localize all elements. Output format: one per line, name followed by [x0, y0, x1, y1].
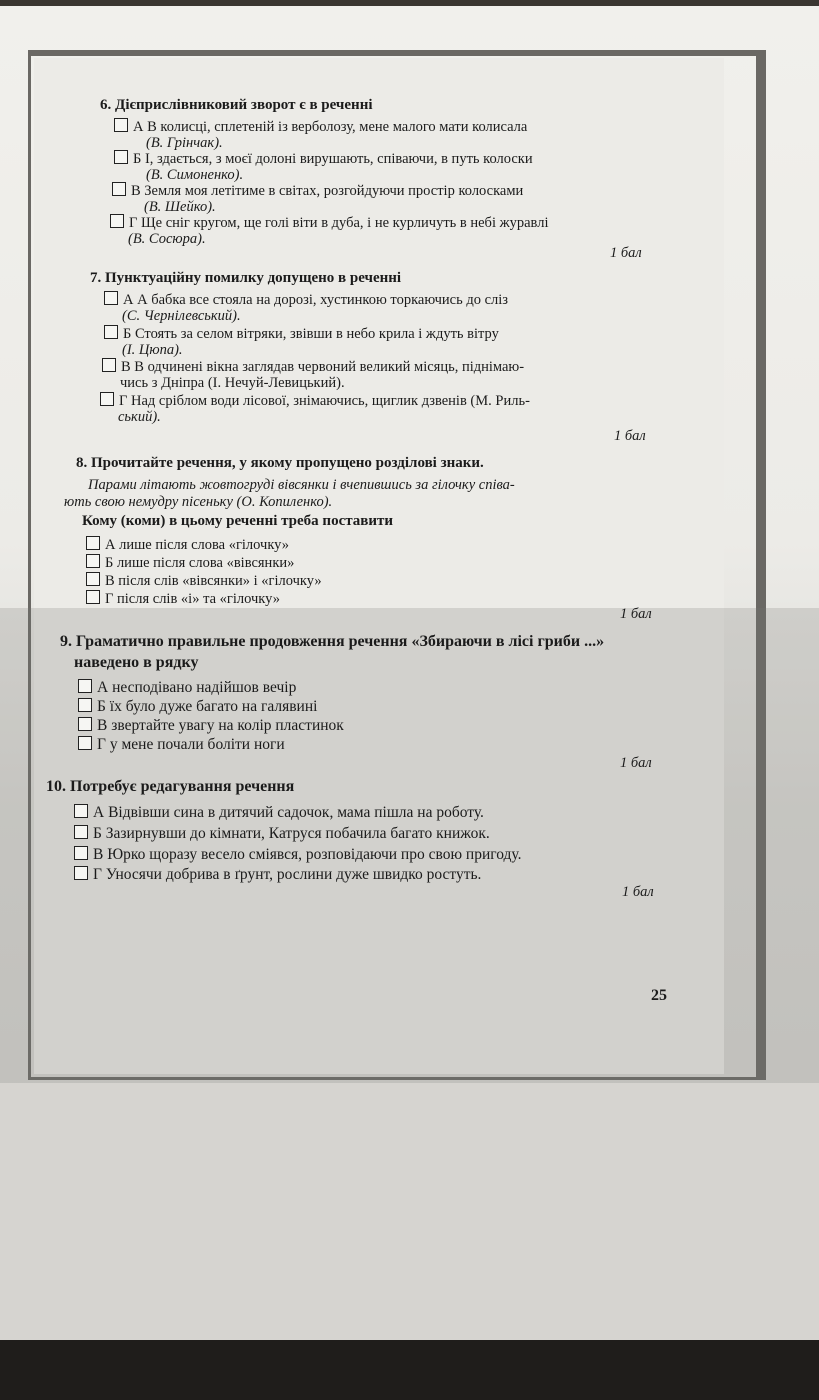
q9-option-b[interactable]: Б їх було дуже багато на галявині: [78, 698, 317, 715]
checkbox[interactable]: [114, 150, 128, 164]
q7-option-d-cont: ський).: [118, 409, 161, 425]
checkbox[interactable]: [78, 717, 92, 731]
checkbox[interactable]: [78, 736, 92, 750]
q6-option-d-source: (В. Сосюра).: [128, 231, 206, 247]
q7-option-a[interactable]: А А бабка все стояла на дорозі, хустинкою торкаючись до сліз: [104, 291, 508, 309]
q6-option-c-source: (В. Шейко).: [144, 199, 216, 215]
q9-option-c[interactable]: В звертайте увагу на колір пластинок: [78, 717, 344, 734]
checkbox[interactable]: [86, 554, 100, 568]
q6-option-b[interactable]: Б І, здається, з моєї долоні вирушають, співаючи, в путь колоски: [114, 150, 533, 168]
q9-title-line1: 9. Граматично правильне продовження речення «Збираючи в лісі гриби ...»: [60, 633, 605, 650]
checkbox[interactable]: [78, 679, 92, 693]
q8-option-d[interactable]: Г після слів «і» та «гілочку»: [86, 590, 280, 608]
checkbox[interactable]: [86, 536, 100, 550]
q8-score: 1 бал: [620, 606, 652, 622]
checkbox[interactable]: [114, 118, 128, 132]
q7-option-b-source: (І. Цюпа).: [122, 342, 183, 358]
checkbox[interactable]: [78, 698, 92, 712]
q10-option-a[interactable]: А Відвівши сина в дитячий садочок, мама пішла на роботу.: [74, 804, 484, 821]
checkbox[interactable]: [74, 825, 88, 839]
q8-title: 8. Прочитайте речення, у якому пропущено розділові знаки.: [76, 455, 484, 471]
q10-score: 1 бал: [622, 884, 654, 900]
checkbox[interactable]: [74, 804, 88, 818]
q7-option-c[interactable]: В В одчинені вікна заглядав червоний великий місяць, піднімаю-: [102, 358, 524, 376]
checkbox[interactable]: [86, 572, 100, 586]
checkbox[interactable]: [74, 866, 88, 880]
q9-option-a[interactable]: А несподівано надійшов вечір: [78, 679, 296, 696]
q8-option-a[interactable]: А лише після слова «гілочку»: [86, 536, 289, 554]
table-surface-bottom: [0, 1340, 819, 1400]
q7-option-b[interactable]: Б Стоять за селом вітряки, звівши в небо крила і ждуть вітру: [104, 325, 499, 343]
q7-option-d[interactable]: Г Над сріблом води лісової, знімаючись, щиглик дзвенів (М. Риль-: [100, 392, 530, 410]
q8-option-b[interactable]: Б лише після слова «вівсянки»: [86, 554, 294, 572]
checkbox[interactable]: [104, 291, 118, 305]
q8-sentence-line2: ють свою немудру пісеньку (О. Копиленко).: [64, 494, 333, 510]
q8-question: Кому (коми) в цьому реченні треба поставити: [82, 513, 394, 529]
q8-sentence-line1: Парами літають жовтогруді вівсянки і вчепившись за гілочку співа-: [88, 477, 515, 493]
q6-option-d[interactable]: Г Ще сніг кругом, ще голі віти в дуба, і не курличуть в небі журавлі: [110, 214, 548, 232]
checkbox[interactable]: [110, 214, 124, 228]
checkbox[interactable]: [102, 358, 116, 372]
checkbox[interactable]: [74, 846, 88, 860]
q6-option-a[interactable]: А В колисці, сплетеній із верболозу, мене малого мати колисала: [114, 118, 527, 136]
q10-title: 10. Потребує редагування речення: [46, 778, 295, 795]
checkbox[interactable]: [104, 325, 118, 339]
checkbox[interactable]: [86, 590, 100, 604]
q8-option-c[interactable]: В після слів «вівсянки» і «гілочку»: [86, 572, 322, 590]
q6-title: 6. Дієприслівниковий зворот є в реченні: [100, 97, 373, 113]
q7-score: 1 бал: [614, 428, 646, 444]
q6-option-c[interactable]: В Земля моя летітиме в світах, розгойдуючи простір колосками: [112, 182, 523, 200]
q7-title: 7. Пунктуаційну помилку допущено в реченні: [90, 270, 402, 286]
q9-score: 1 бал: [620, 755, 652, 771]
q7-option-a-source: (С. Чернілевський).: [122, 308, 241, 324]
q7-option-c-cont: чись з Дніпра (І. Нечуй-Левицький).: [120, 375, 345, 391]
checkbox[interactable]: [100, 392, 114, 406]
q10-option-c[interactable]: В Юрко щоразу весело сміявся, розповідаючи про свою пригоду.: [74, 846, 521, 863]
q6-option-b-source: (В. Симоненко).: [146, 167, 244, 183]
page-number: 25: [651, 987, 667, 1004]
q10-option-d[interactable]: Г Уносячи добрива в ґрунт, рослини дуже швидко ростуть.: [74, 866, 481, 883]
q6-score: 1 бал: [610, 245, 642, 261]
q6-option-a-source: (В. Грінчак).: [146, 135, 223, 151]
checkbox[interactable]: [112, 182, 126, 196]
q9-title-line2: наведено в рядку: [74, 654, 199, 671]
q10-option-b[interactable]: Б Зазирнувши до кімнати, Катруся побачила багато книжок.: [74, 825, 490, 842]
q9-option-d[interactable]: Г у мене почали боліти ноги: [78, 736, 285, 753]
